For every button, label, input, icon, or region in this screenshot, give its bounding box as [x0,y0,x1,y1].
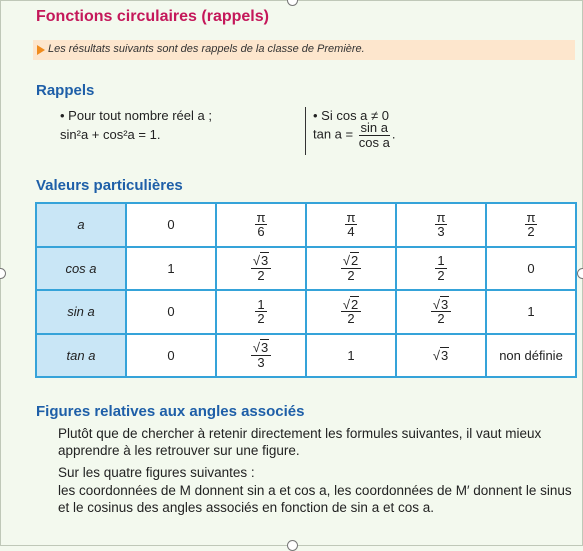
math-text: non définie [499,347,563,363]
table-row [36,203,576,247]
section-heading-valeurs: Valeurs particulières [36,177,183,194]
math-text: 3 [257,354,265,370]
sqrt-expression [253,254,269,268]
sqrt-radicand: 3 [260,253,269,269]
table-cell [216,334,306,378]
row-label-text: sin a [67,304,95,320]
fraction-numerator [341,254,361,269]
table-cell [126,334,216,378]
row-label [36,203,126,247]
math-text: 2 [257,267,265,283]
sqrt-expression [253,341,269,355]
fraction-numerator [341,298,361,313]
math-text: 6 [257,224,265,240]
row-label [36,247,126,291]
table-cell [306,334,396,378]
math-text: 0 [167,217,175,233]
sqrt-expression [343,298,359,312]
table-row [36,247,576,291]
table-cell [216,290,306,334]
sqrt-radicand: 3 [440,347,449,363]
table-cell [486,290,576,334]
fraction [341,298,361,326]
fraction [255,211,268,239]
resize-handle-right-icon[interactable] [577,268,583,279]
math-text: 2 [257,311,265,327]
sqrt-sign: √ [252,340,260,356]
fraction-denominator [345,225,356,239]
fraction-denominator: cos a [358,134,390,150]
figures-paragraph-2-line1: Sur les quatre figures suivantes : [58,465,255,480]
sqrt-sign: √ [342,253,350,269]
fraction-numerator: sin a [360,120,389,135]
cell-value [527,304,534,319]
math-text: 0 [167,347,175,363]
math-text: 3 [437,224,445,240]
fraction-numerator [251,341,271,356]
fraction-numerator [435,211,448,226]
fraction-numerator [345,211,358,226]
cell-value [167,304,174,319]
sqrt-sign: √ [252,253,260,269]
fraction-denominator [525,225,536,239]
sqrt-sign: √ [432,347,440,363]
row-label [36,334,126,378]
page-title: Fonctions circulaires (rappels) [36,8,269,25]
figures-paragraph-1: Plutôt que de chercher à retenir directement les formules suivantes, il vaut mieux apprendre à les retrouver sur une figure. [58,426,542,458]
table-cell [306,290,396,334]
table-cell [306,247,396,291]
banner-text: Les résultats suivants sont des rappels de la classe de Première. [48,43,365,55]
math-text: π [526,209,536,225]
math-text: 1 [347,347,355,363]
arrow-right-icon [37,45,45,55]
rappel-right-line1: • Si cos a ≠ 0 [313,108,389,123]
cell-value [347,348,354,363]
math-text: 1 [257,296,265,312]
fraction-numerator [255,298,266,313]
table-cell [306,203,396,247]
fraction-numerator [255,211,268,226]
math-text: 2 [347,311,355,327]
row-label-text: tan a [66,347,96,363]
table-row [36,334,576,378]
fraction [435,254,446,282]
row-label-text: a [77,217,85,233]
fraction-numerator [525,211,538,226]
math-text: 2 [437,267,445,283]
table-cell [486,247,576,291]
fraction-denominator [435,312,446,326]
sqrt-radicand: 2 [350,253,359,269]
table-cell [396,247,486,291]
fraction-denominator [255,356,266,370]
fraction-denominator [255,312,266,326]
fraction [525,211,538,239]
fraction-denominator [255,269,266,283]
table-cell [126,290,216,334]
fraction [345,211,358,239]
fraction [357,121,392,149]
figures-paragraph-2-line2: les coordonnées de M donnent sin a et cos a, les coordonnées de M′ donnent le sinus et le cosinus des angles associés en fonction de sin a et cos a. [58,483,572,515]
math-text: π [346,209,356,225]
math-text: π [436,209,446,225]
fraction [251,341,271,369]
math-text: 4 [347,224,355,240]
sqrt-expression [433,348,449,363]
rappel-left-line1: • Pour tout nombre réel a ; [60,108,212,123]
cell-value [527,261,534,276]
table-cell [486,334,576,378]
sqrt-expression [433,298,449,312]
tan-period: . [391,126,396,142]
sqrt-radicand: 3 [440,296,449,312]
math-text: 0 [167,304,175,320]
cell-value [167,217,174,232]
fraction-numerator [431,298,451,313]
math-text: 0 [527,260,535,276]
sqrt-expression [343,254,359,268]
fraction [431,298,451,326]
values-table [35,202,577,378]
section-heading-rappels: Rappels [36,82,95,99]
cell-value [499,348,563,363]
sqrt-radicand: 3 [260,340,269,356]
sqrt-sign: √ [432,296,440,312]
cell-value [167,261,174,276]
fraction-denominator [345,269,356,283]
row-label-text: cos a [65,260,97,276]
rappel-tan-formula [313,121,395,149]
fraction-denominator [435,225,446,239]
separator-rule [305,107,306,155]
fraction [341,254,361,282]
table-cell [126,203,216,247]
rappel-left-line2: sin²a + cos²a = 1. [60,127,161,142]
table-cell [396,290,486,334]
cell-value [167,348,174,363]
math-text: 2 [437,311,445,327]
table-cell [216,203,306,247]
math-text: 1 [437,253,445,269]
fraction-denominator [255,225,266,239]
math-text: 1 [167,260,175,276]
sqrt-sign: √ [342,296,350,312]
cell-value [433,348,449,363]
fraction-numerator [435,254,446,269]
table-cell [216,247,306,291]
tan-lhs: tan a = [313,126,354,142]
table-cell [126,247,216,291]
table-cell [396,334,486,378]
table-cell [486,203,576,247]
math-text: 2 [527,224,535,240]
row-label [36,290,126,334]
info-banner [33,40,575,60]
fraction-denominator [435,269,446,283]
math-text: 1 [527,304,535,320]
math-text: π [256,209,266,225]
fraction-numerator [251,254,271,269]
table-row [36,290,576,334]
table-cell [396,203,486,247]
fraction-denominator [345,312,356,326]
fraction [251,254,271,282]
section-heading-figures: Figures relatives aux angles associés [36,403,305,420]
fraction [435,211,448,239]
sqrt-radicand: 2 [350,296,359,312]
math-text: 2 [347,267,355,283]
fraction [255,298,266,326]
